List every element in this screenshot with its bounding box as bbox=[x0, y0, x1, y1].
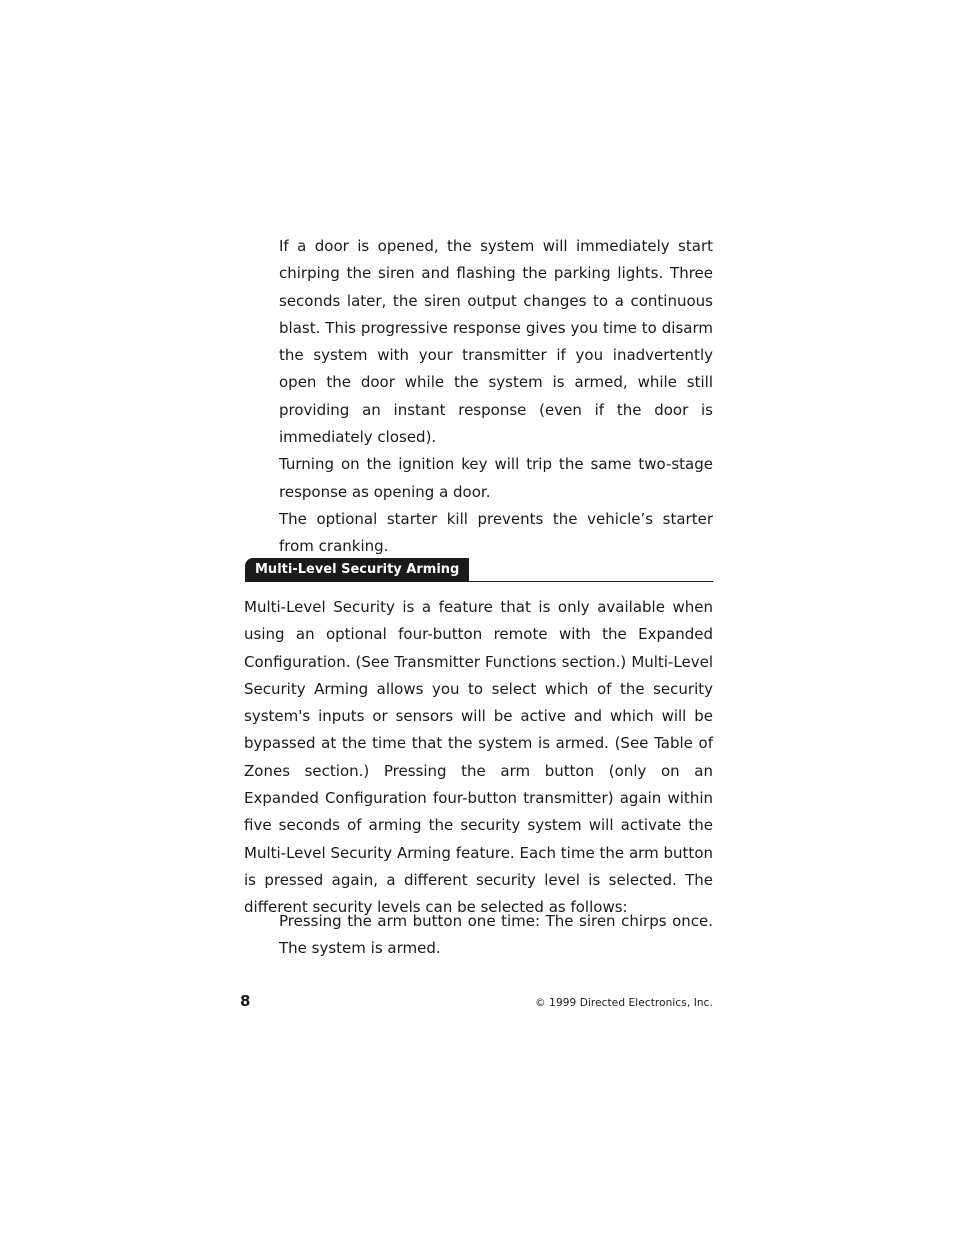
page-number: 8 bbox=[240, 992, 251, 1010]
section-body bbox=[244, 594, 713, 922]
section-heading bbox=[245, 558, 713, 582]
section-heading-label: Multi-Level Security Arming bbox=[245, 558, 469, 581]
door-opened-paragraph: If a door is opened, the system will immediately start chirping the siren and flashing the parking lights. Three seconds later, the siren output changes to a continuous blast. This progressive response gives you time to disarm the system with your transmitter if you inadvertently open the door while the system is armed, while still providing an instant response (even if the door is immediately closed). bbox=[279, 237, 713, 447]
starter-kill-paragraph: The optional starter kill prevents the vehicle’s starter from cranking. bbox=[279, 509, 713, 556]
arm-once-block bbox=[279, 908, 713, 963]
ignition-paragraph: Turning on the ignition key will trip the same two-stage response as opening a door. bbox=[279, 455, 713, 501]
multi-level-security-paragraph: Multi-Level Security is a feature that is only available when using an optional four-button remote with the Expanded Configuration. (See Transmitter Functions section.) Multi-Level Security Arming allows you to select which of the security system's inputs or sensors will be active and which will be bypassed at the time that the system is armed. (See Table of Zones section.) Pressing the arm button (only on an Expanded Configuration four-button transmitter) again within five seconds of arming the security system will activate the Multi-Level Security Arming feature. Each time the arm button is pressed again, a different security level is selected. The different security levels can be selected as follows: bbox=[244, 598, 713, 917]
intro-block bbox=[279, 233, 713, 561]
arm-once-paragraph: Pressing the arm button one time: The siren chirps once. The system is armed. bbox=[279, 912, 713, 958]
copyright-notice: © 1999 Directed Electronics, Inc. bbox=[535, 997, 713, 1009]
